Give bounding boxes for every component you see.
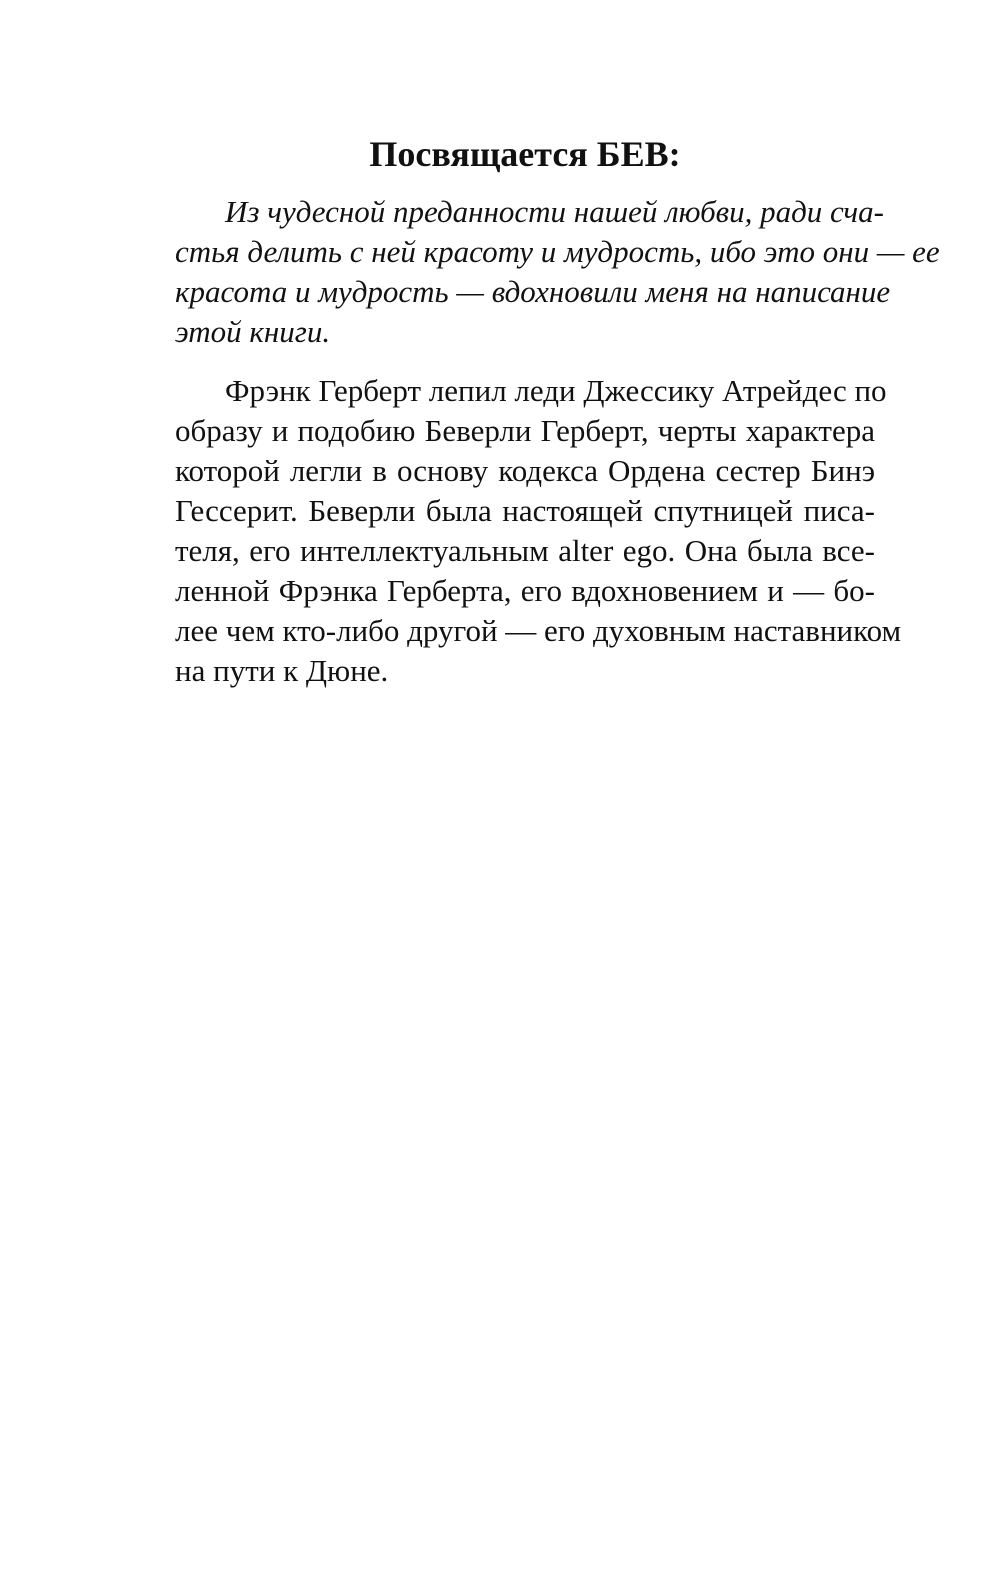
dedication-line: Из чудесной преданности нашей любви, ради сча- (225, 194, 885, 229)
note-line: лее чем кто-либо другой — его духовным наставником (175, 613, 902, 648)
note-line: образу и подобию Беверли Герберт, черты характера (175, 413, 875, 448)
note-line: Гессерит. Беверли была настоящей спутницей писа- (175, 493, 875, 528)
dedication-line: красота и мудрость — вдохновили меня на написание (175, 274, 891, 309)
dedication-line: этой книги. (175, 314, 331, 349)
note-line: теля, его интеллектуальным alter ego. Она была все- (175, 533, 875, 568)
note-line: Фрэнк Герберт лепил леди Джессику Атрейдес по (225, 373, 887, 408)
note-line: ленной Фрэнка Герберта, его вдохновением и — бо- (175, 573, 875, 608)
dedication-line: стья делить с ней красоту и мудрость, ибо это они — ее (175, 234, 940, 269)
note-line: на пути к Дюне. (175, 653, 389, 688)
note-line: которой легли в основу кодекса Ордена сестер Бинэ (175, 453, 875, 488)
dedication-heading: Посвящается БЕВ: (369, 134, 681, 174)
